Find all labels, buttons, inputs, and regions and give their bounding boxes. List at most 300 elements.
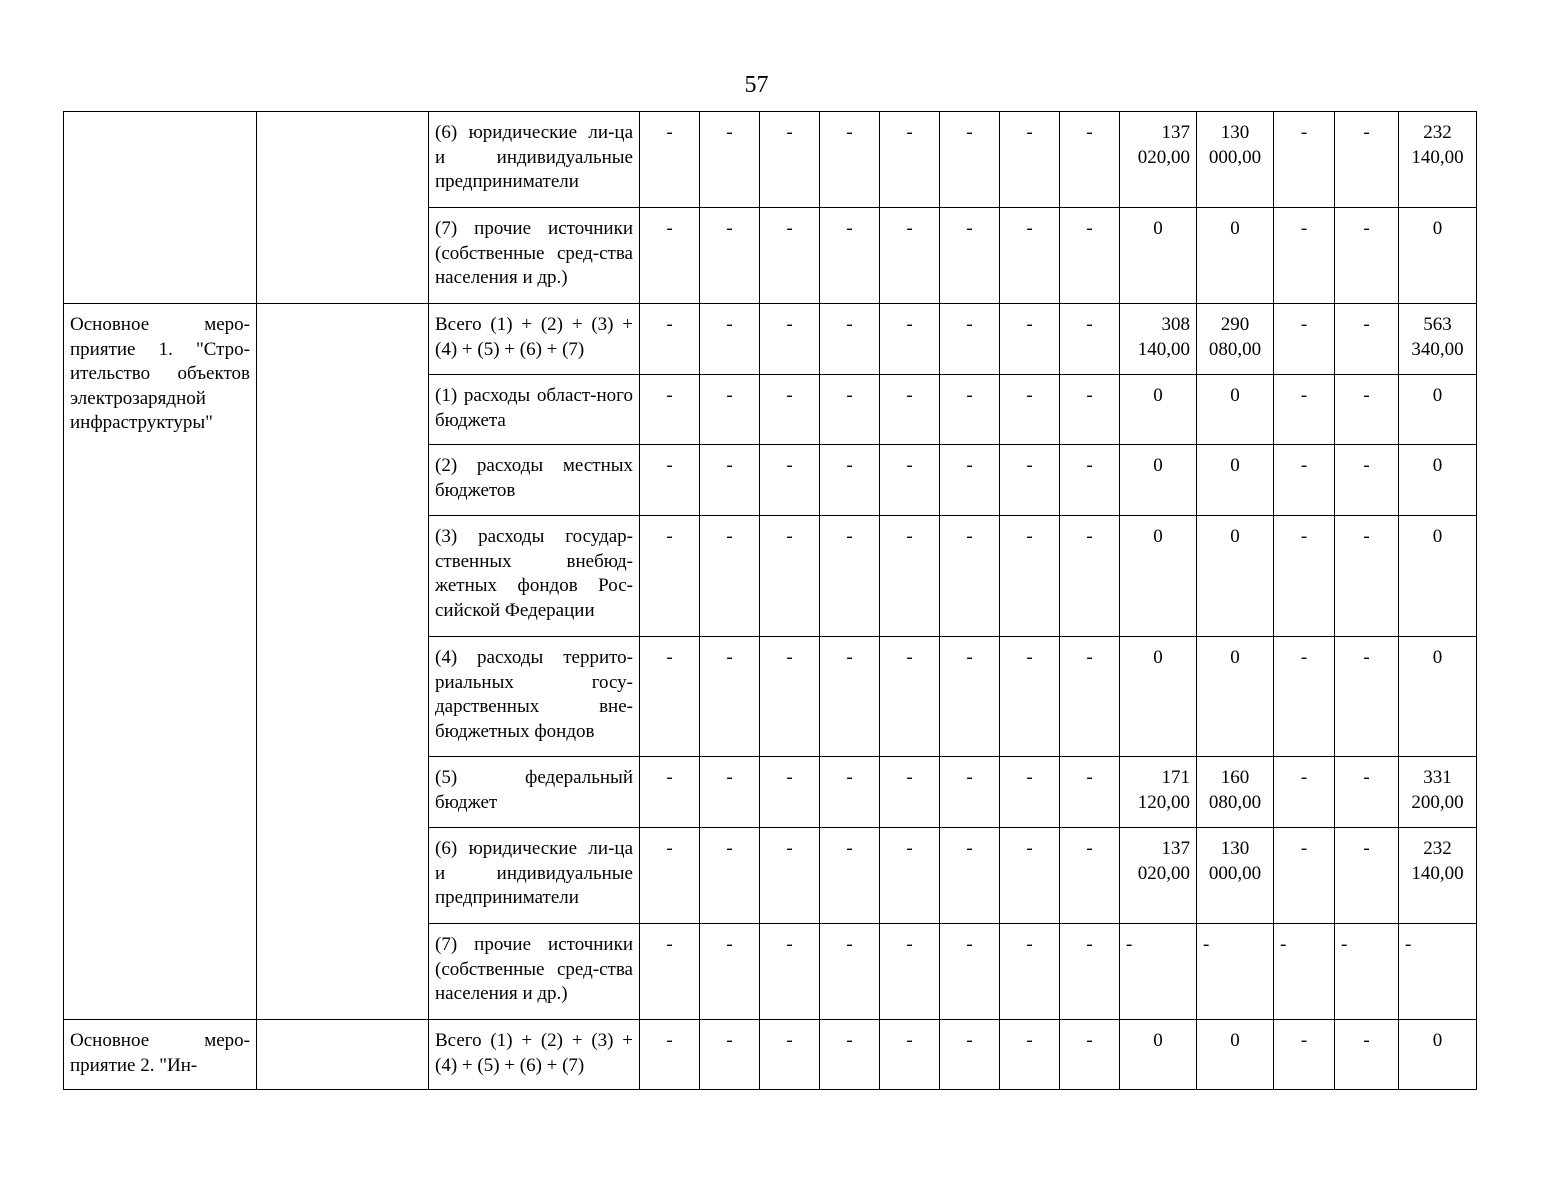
- value-text: -: [1026, 934, 1033, 955]
- value-text: 130 000,00: [1208, 122, 1262, 168]
- value-cell: [880, 757, 940, 828]
- value-cell: [640, 924, 700, 1020]
- value-text: -: [666, 647, 673, 668]
- value-text: 0: [1432, 1030, 1443, 1051]
- value-cell: [1197, 375, 1274, 445]
- value-text: -: [846, 526, 853, 547]
- value-text: -: [906, 1030, 913, 1051]
- funding-source-cell: (3) расходы государ-ственных внебюд-жетных фондов Рос-сийской Федерации: [429, 516, 640, 637]
- value-text: -: [1363, 767, 1370, 788]
- value-text: -: [666, 314, 673, 335]
- value-cell: [940, 637, 1000, 757]
- value-text: -: [666, 385, 673, 406]
- value-text: 331 200,00: [1411, 767, 1464, 813]
- value-cell: [1399, 828, 1477, 924]
- value-text: 0: [1230, 1030, 1240, 1051]
- value-cell: [880, 828, 940, 924]
- value-cell: [760, 637, 820, 757]
- value-cell: [1060, 208, 1120, 304]
- value-cell: [820, 1020, 880, 1090]
- value-text: -: [1300, 647, 1308, 668]
- value-text: -: [906, 838, 913, 859]
- value-text: -: [666, 218, 673, 239]
- value-text: -: [1026, 455, 1033, 476]
- page-number: 57: [744, 72, 769, 98]
- value-text: -: [906, 122, 913, 143]
- value-cell: [1120, 637, 1197, 757]
- value-text: 0: [1153, 385, 1163, 406]
- value-text: -: [966, 767, 973, 788]
- value-cell: [1197, 757, 1274, 828]
- value-cell: [1274, 757, 1335, 828]
- value-cell: [1399, 924, 1477, 1020]
- value-text: -: [726, 647, 733, 668]
- value-text: -: [906, 314, 913, 335]
- funding-source-cell: (6) юридические ли-ца и индивидуальные предприниматели: [429, 828, 640, 924]
- value-text: 137 020,00: [1137, 838, 1190, 884]
- table-row: [64, 112, 1477, 208]
- value-text: -: [1300, 767, 1308, 788]
- value-text: -: [1363, 838, 1370, 859]
- value-cell: [640, 757, 700, 828]
- value-text: -: [1300, 314, 1308, 335]
- value-text: -: [1086, 767, 1093, 788]
- value-cell: [940, 208, 1000, 304]
- value-text: 0: [1153, 218, 1163, 239]
- value-cell: [1120, 828, 1197, 924]
- value-text: 0: [1230, 647, 1240, 668]
- value-text: 0: [1230, 526, 1240, 547]
- value-text: -: [966, 314, 973, 335]
- table-row: [64, 1020, 1477, 1090]
- value-cell: [760, 924, 820, 1020]
- value-cell: [1399, 112, 1477, 208]
- value-cell: [700, 445, 760, 516]
- value-cell: [1120, 375, 1197, 445]
- value-text: -: [1026, 526, 1033, 547]
- value-cell: [1000, 208, 1060, 304]
- value-text: -: [726, 455, 733, 476]
- value-text: -: [666, 455, 673, 476]
- value-text: -: [726, 934, 733, 955]
- value-cell: [760, 304, 820, 375]
- value-cell: [880, 637, 940, 757]
- value-cell: [1197, 516, 1274, 637]
- value-text: 232 140,00: [1411, 122, 1464, 168]
- value-text: -: [906, 934, 913, 955]
- value-cell: [940, 757, 1000, 828]
- value-text: -: [1086, 647, 1093, 668]
- value-text: -: [1086, 1030, 1093, 1051]
- value-text: -: [1405, 934, 1412, 955]
- value-cell: [760, 516, 820, 637]
- value-cell: [1335, 828, 1399, 924]
- value-cell: [1060, 757, 1120, 828]
- value-cell: [1399, 208, 1477, 304]
- executor-cell: [257, 112, 429, 304]
- value-text: -: [906, 526, 913, 547]
- value-text: -: [1026, 767, 1033, 788]
- value-cell: [1399, 375, 1477, 445]
- funding-source-cell: Всего (1) + (2) + (3) + (4) + (5) + (6) + (7): [429, 1020, 640, 1090]
- value-text: 130 000,00: [1208, 838, 1262, 884]
- value-cell: [1197, 1020, 1274, 1090]
- value-cell: [1197, 828, 1274, 924]
- value-text: -: [1300, 455, 1308, 476]
- value-text: -: [786, 1030, 793, 1051]
- value-text: -: [966, 1030, 973, 1051]
- financing-table: [63, 111, 1477, 1090]
- value-cell: [1335, 637, 1399, 757]
- value-cell: [760, 208, 820, 304]
- value-cell: [820, 375, 880, 445]
- value-cell: [1274, 112, 1335, 208]
- value-text: -: [726, 385, 733, 406]
- value-cell: [700, 1020, 760, 1090]
- value-cell: [820, 637, 880, 757]
- value-text: -: [1363, 122, 1370, 143]
- value-text: 0: [1153, 455, 1163, 476]
- value-cell: [940, 828, 1000, 924]
- value-text: -: [1086, 122, 1093, 143]
- value-cell: [1274, 445, 1335, 516]
- value-cell: [1120, 516, 1197, 637]
- value-text: -: [786, 455, 793, 476]
- value-cell: [700, 208, 760, 304]
- funding-source-cell: (6) юридические ли-ца и индивидуальные предприниматели: [429, 112, 640, 208]
- value-cell: [820, 304, 880, 375]
- value-cell: [1274, 304, 1335, 375]
- value-cell: [700, 924, 760, 1020]
- value-text: 232 140,00: [1411, 838, 1464, 884]
- value-cell: [880, 1020, 940, 1090]
- value-cell: [1197, 445, 1274, 516]
- funding-source-cell: (4) расходы террито-риальных госу-дарственных вне-бюджетных фондов: [429, 637, 640, 757]
- value-text: -: [726, 526, 733, 547]
- value-cell: [1335, 375, 1399, 445]
- value-text: -: [966, 647, 973, 668]
- measure-cell: [64, 112, 257, 304]
- value-cell: [1060, 637, 1120, 757]
- value-cell: [1000, 924, 1060, 1020]
- value-text: -: [1363, 526, 1370, 547]
- funding-source-cell: Всего (1) + (2) + (3) + (4) + (5) + (6) + (7): [429, 304, 640, 375]
- value-text: -: [846, 838, 853, 859]
- value-cell: [1197, 924, 1274, 1020]
- value-text: -: [726, 314, 733, 335]
- value-cell: [640, 375, 700, 445]
- value-text: -: [846, 1030, 853, 1051]
- value-cell: [1335, 304, 1399, 375]
- value-text: 0: [1432, 385, 1443, 406]
- value-cell: [1120, 445, 1197, 516]
- value-cell: [1399, 516, 1477, 637]
- value-text: -: [1300, 218, 1308, 239]
- value-text: -: [726, 767, 733, 788]
- value-text: -: [846, 455, 853, 476]
- value-cell: [1000, 516, 1060, 637]
- value-cell: [940, 112, 1000, 208]
- value-text: -: [906, 385, 913, 406]
- value-text: -: [846, 314, 853, 335]
- value-text: 137 020,00: [1137, 122, 1190, 168]
- value-cell: [1274, 208, 1335, 304]
- value-cell: [700, 375, 760, 445]
- value-text: -: [1086, 838, 1093, 859]
- value-cell: [760, 828, 820, 924]
- value-text: -: [846, 385, 853, 406]
- value-cell: [640, 304, 700, 375]
- value-text: -: [786, 934, 793, 955]
- executor-cell: [257, 304, 429, 1020]
- value-cell: [1274, 516, 1335, 637]
- value-cell: [700, 757, 760, 828]
- value-cell: [1000, 1020, 1060, 1090]
- value-text: -: [1026, 218, 1033, 239]
- value-cell: [760, 375, 820, 445]
- value-cell: [1000, 445, 1060, 516]
- value-cell: [1335, 445, 1399, 516]
- value-text: -: [1086, 934, 1093, 955]
- measure-cell: Основное меро-приятие 2. "Ин-: [64, 1020, 257, 1090]
- value-cell: [1000, 304, 1060, 375]
- value-cell: [700, 304, 760, 375]
- value-cell: [820, 445, 880, 516]
- value-cell: [1197, 304, 1274, 375]
- value-text: 171 120,00: [1137, 767, 1190, 813]
- value-cell: [700, 637, 760, 757]
- value-cell: [1120, 757, 1197, 828]
- value-cell: [640, 637, 700, 757]
- value-text: 0: [1432, 218, 1443, 239]
- value-text: -: [1203, 934, 1210, 955]
- value-cell: [1120, 304, 1197, 375]
- value-cell: [1120, 924, 1197, 1020]
- value-text: -: [1086, 385, 1093, 406]
- value-cell: [1000, 375, 1060, 445]
- value-cell: [1335, 924, 1399, 1020]
- value-cell: [880, 445, 940, 516]
- value-text: -: [1363, 647, 1370, 668]
- value-cell: [640, 516, 700, 637]
- value-text: -: [1300, 838, 1308, 859]
- value-text: -: [786, 218, 793, 239]
- value-text: -: [1300, 526, 1308, 547]
- value-text: -: [726, 1030, 733, 1051]
- value-cell: [700, 516, 760, 637]
- value-text: -: [1280, 934, 1287, 955]
- value-cell: [1274, 375, 1335, 445]
- value-cell: [1120, 112, 1197, 208]
- value-cell: [1000, 828, 1060, 924]
- value-text: -: [966, 122, 973, 143]
- value-text: -: [1026, 314, 1033, 335]
- value-cell: [820, 208, 880, 304]
- value-cell: [760, 445, 820, 516]
- value-text: 0: [1432, 455, 1443, 476]
- value-cell: [880, 375, 940, 445]
- value-cell: [1060, 516, 1120, 637]
- value-text: 0: [1432, 526, 1443, 547]
- value-cell: [1197, 112, 1274, 208]
- value-cell: [640, 445, 700, 516]
- value-text: 0: [1432, 647, 1443, 668]
- value-text: -: [966, 934, 973, 955]
- value-cell: [1274, 1020, 1335, 1090]
- value-text: -: [666, 767, 673, 788]
- value-cell: [1060, 924, 1120, 1020]
- value-cell: [940, 304, 1000, 375]
- value-text: -: [1026, 838, 1033, 859]
- value-text: -: [666, 526, 673, 547]
- value-text: -: [1086, 526, 1093, 547]
- value-text: -: [1363, 455, 1370, 476]
- value-text: -: [846, 767, 853, 788]
- value-cell: [1399, 1020, 1477, 1090]
- value-text: -: [966, 218, 973, 239]
- value-text: -: [846, 934, 853, 955]
- value-cell: [1399, 445, 1477, 516]
- value-cell: [1120, 208, 1197, 304]
- value-cell: [940, 1020, 1000, 1090]
- value-cell: [1120, 1020, 1197, 1090]
- value-cell: [1000, 112, 1060, 208]
- value-cell: [1197, 637, 1274, 757]
- funding-source-cell: (7) прочие источники (собственные сред-ства населения и др.): [429, 924, 640, 1020]
- value-text: 308 140,00: [1137, 314, 1190, 360]
- value-cell: [940, 516, 1000, 637]
- value-text: 0: [1230, 455, 1240, 476]
- value-text: -: [966, 455, 973, 476]
- value-cell: [640, 208, 700, 304]
- value-text: -: [786, 122, 793, 143]
- value-text: -: [1026, 385, 1033, 406]
- value-text: -: [786, 385, 793, 406]
- value-cell: [1274, 924, 1335, 1020]
- value-cell: [760, 1020, 820, 1090]
- value-text: 563 340,00: [1411, 314, 1464, 360]
- value-text: -: [1363, 218, 1370, 239]
- value-text: -: [666, 838, 673, 859]
- value-text: 0: [1153, 526, 1163, 547]
- value-text: 0: [1153, 647, 1163, 668]
- value-text: -: [966, 526, 973, 547]
- value-cell: [1060, 112, 1120, 208]
- value-cell: [820, 112, 880, 208]
- value-text: -: [846, 218, 853, 239]
- value-text: -: [906, 647, 913, 668]
- value-text: -: [1363, 385, 1370, 406]
- value-text: -: [1086, 314, 1093, 335]
- value-cell: [880, 304, 940, 375]
- value-text: -: [786, 647, 793, 668]
- value-cell: [1399, 637, 1477, 757]
- value-cell: [1399, 757, 1477, 828]
- executor-cell: [257, 1020, 429, 1090]
- value-cell: [1060, 375, 1120, 445]
- value-cell: [940, 924, 1000, 1020]
- value-cell: [1060, 445, 1120, 516]
- value-text: -: [1086, 218, 1093, 239]
- value-cell: [640, 1020, 700, 1090]
- value-cell: [820, 828, 880, 924]
- value-text: -: [906, 218, 913, 239]
- value-cell: [880, 208, 940, 304]
- value-text: -: [786, 526, 793, 547]
- funding-source-cell: (1) расходы област-ного бюджета: [429, 375, 640, 445]
- value-cell: [1000, 757, 1060, 828]
- value-cell: [1274, 637, 1335, 757]
- value-cell: [1399, 304, 1477, 375]
- value-text: -: [966, 385, 973, 406]
- value-cell: [820, 757, 880, 828]
- value-cell: [1197, 208, 1274, 304]
- value-cell: [940, 445, 1000, 516]
- value-cell: [1060, 828, 1120, 924]
- value-text: -: [726, 122, 733, 143]
- value-cell: [640, 828, 700, 924]
- value-cell: [820, 924, 880, 1020]
- value-text: -: [786, 314, 793, 335]
- value-cell: [880, 112, 940, 208]
- value-cell: [820, 516, 880, 637]
- value-text: -: [726, 218, 733, 239]
- value-cell: [1335, 208, 1399, 304]
- value-text: -: [1026, 122, 1033, 143]
- value-cell: [1335, 516, 1399, 637]
- value-text: -: [1300, 1030, 1308, 1051]
- value-text: -: [846, 647, 853, 668]
- value-cell: [1060, 1020, 1120, 1090]
- value-cell: [700, 828, 760, 924]
- value-text: -: [1300, 122, 1308, 143]
- value-text: -: [666, 1030, 673, 1051]
- measure-cell: Основное меро-приятие 1. "Стро-ительство объектов электрозарядной инфраструктуры": [64, 304, 257, 1020]
- value-text: -: [906, 455, 913, 476]
- value-cell: [1274, 828, 1335, 924]
- value-text: -: [1363, 1030, 1370, 1051]
- value-text: -: [666, 934, 673, 955]
- value-text: -: [1126, 934, 1133, 955]
- value-cell: [1060, 304, 1120, 375]
- value-cell: [1335, 112, 1399, 208]
- funding-source-cell: (5) федеральный бюджет: [429, 757, 640, 828]
- value-text: 0: [1230, 385, 1240, 406]
- value-cell: [1335, 757, 1399, 828]
- value-cell: [1000, 637, 1060, 757]
- value-text: -: [1363, 314, 1370, 335]
- value-text: -: [666, 122, 673, 143]
- value-cell: [700, 112, 760, 208]
- value-text: -: [726, 838, 733, 859]
- value-cell: [940, 375, 1000, 445]
- value-text: 0: [1153, 1030, 1163, 1051]
- value-cell: [760, 757, 820, 828]
- value-text: -: [906, 767, 913, 788]
- value-cell: [760, 112, 820, 208]
- value-text: -: [1026, 647, 1033, 668]
- funding-source-cell: (2) расходы местных бюджетов: [429, 445, 640, 516]
- value-text: -: [966, 838, 973, 859]
- value-cell: [1335, 1020, 1399, 1090]
- value-text: -: [1300, 385, 1308, 406]
- value-text: -: [786, 767, 793, 788]
- funding-source-cell: (7) прочие источники (собственные сред-ства населения и др.): [429, 208, 640, 304]
- value-text: 0: [1230, 218, 1240, 239]
- value-text: -: [786, 838, 793, 859]
- value-text: -: [1086, 455, 1093, 476]
- value-text: -: [846, 122, 853, 143]
